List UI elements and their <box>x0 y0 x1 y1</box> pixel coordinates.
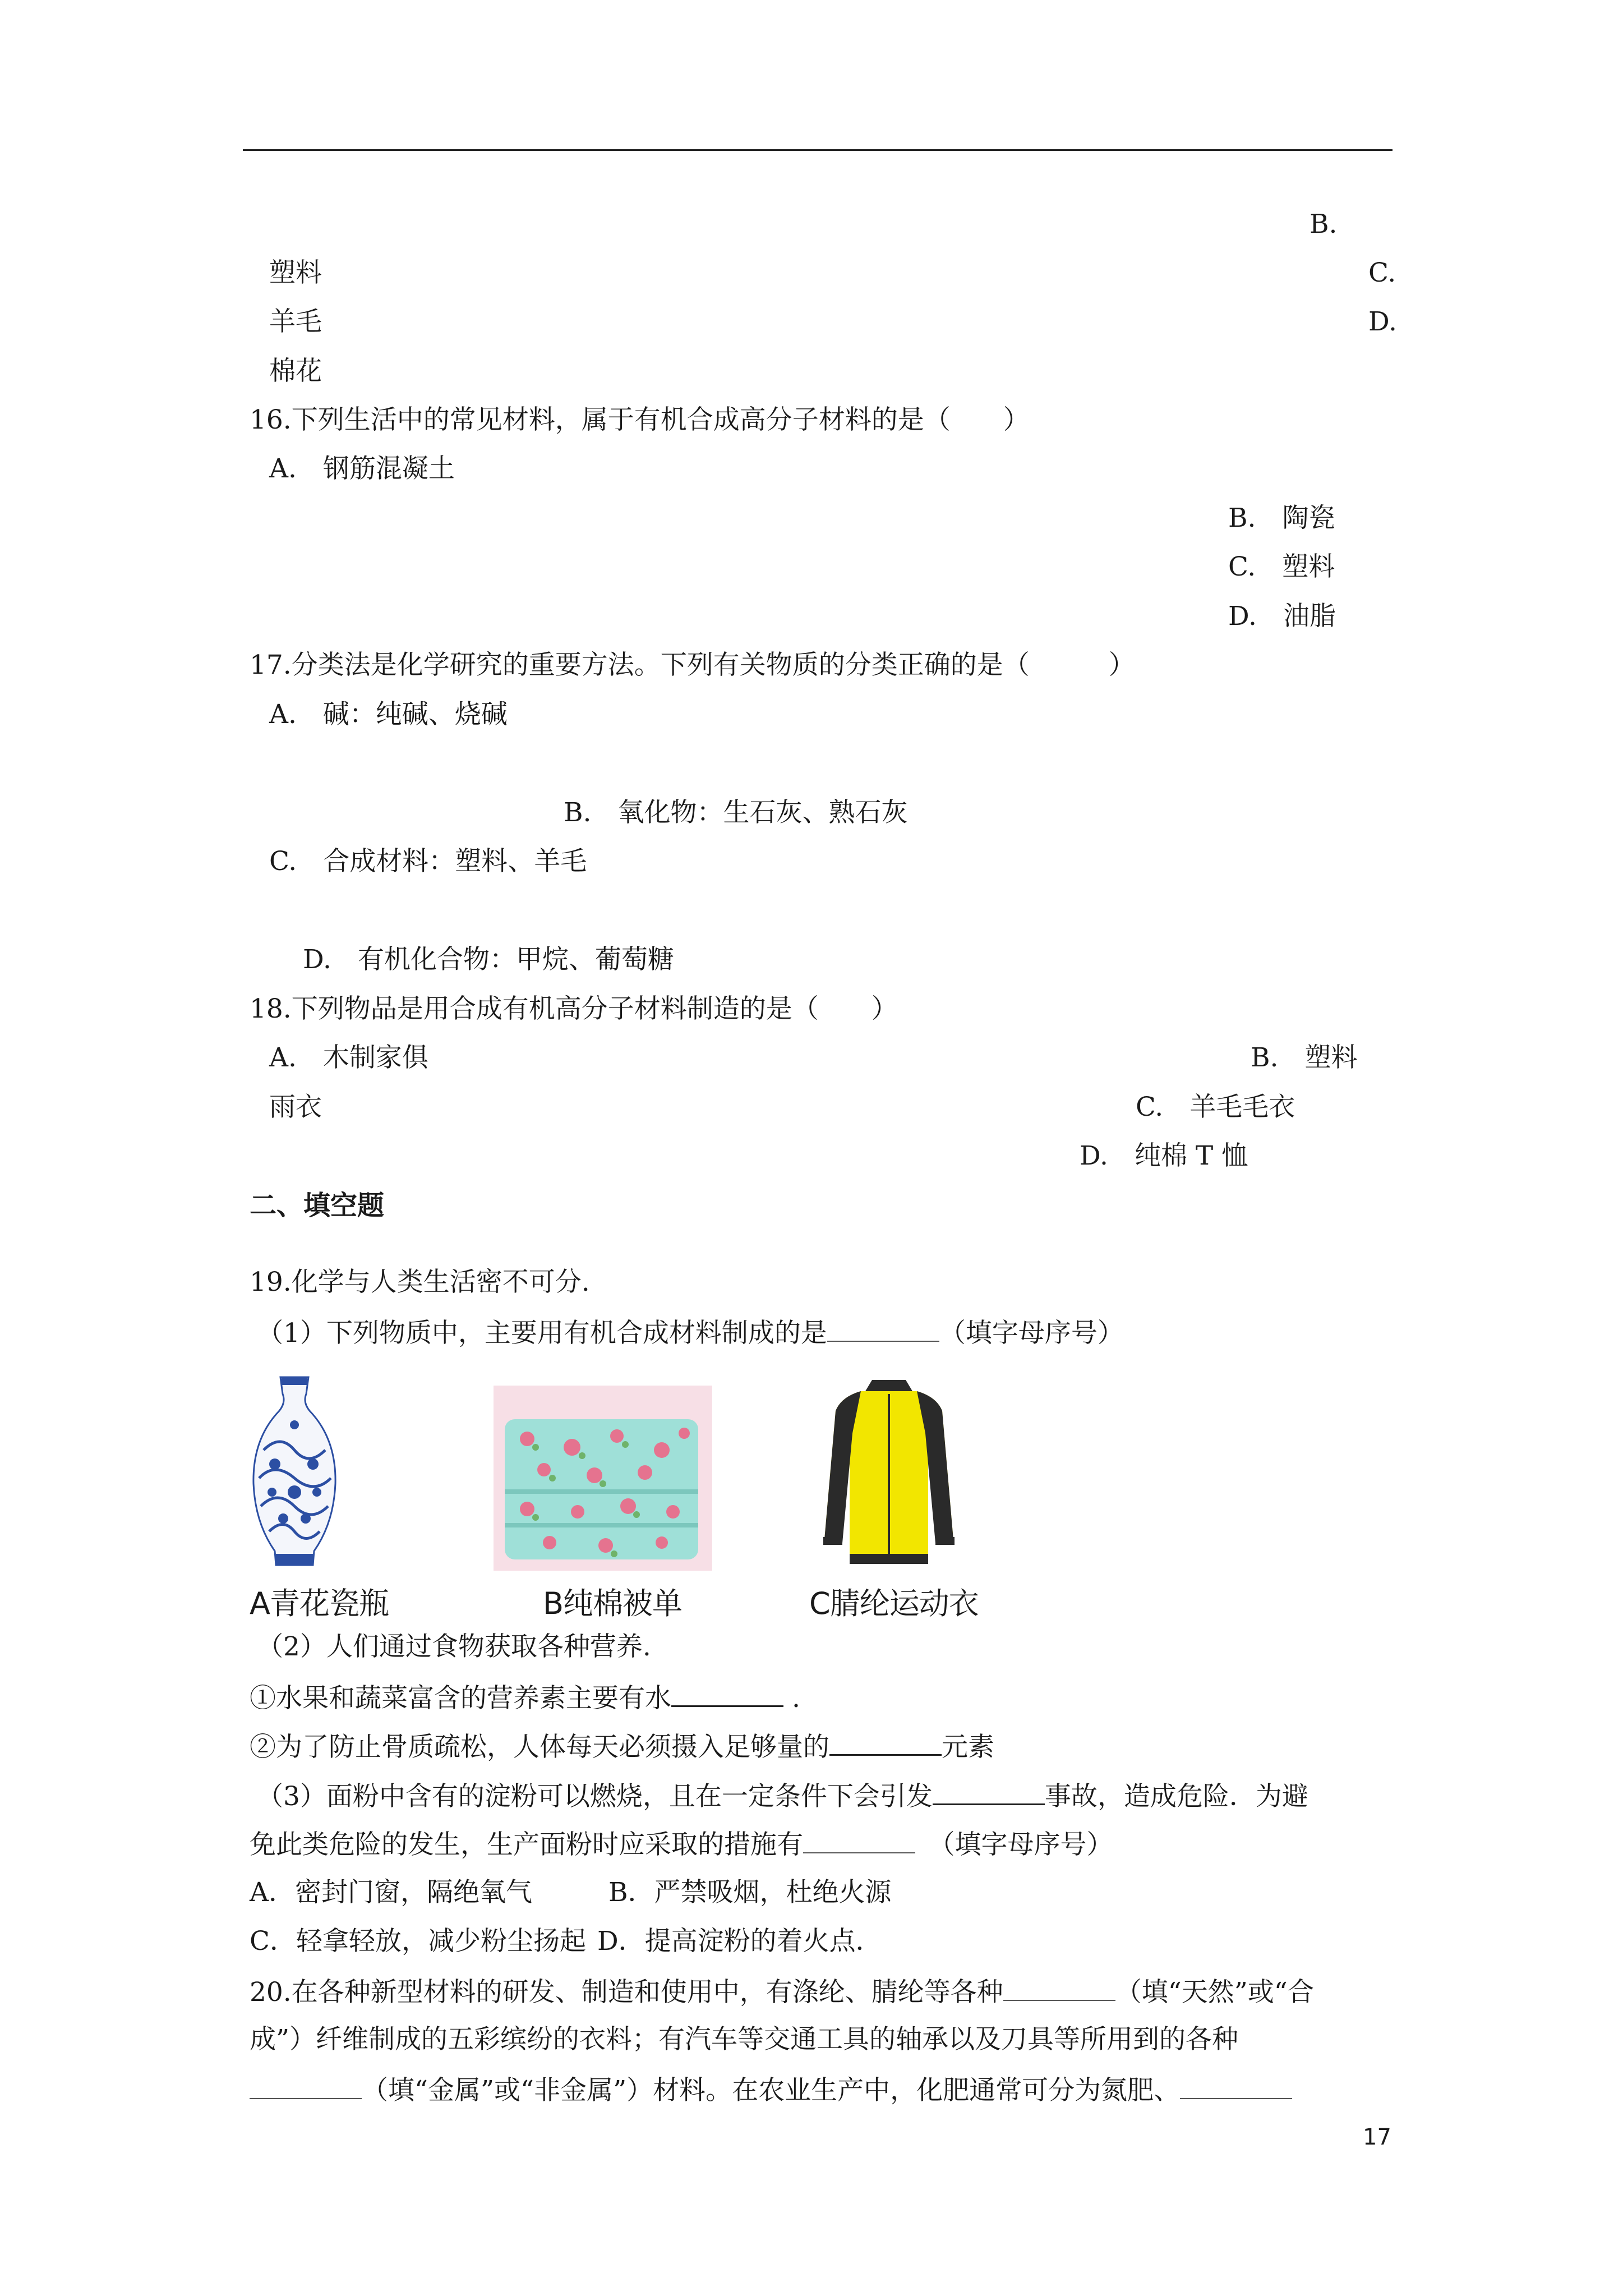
q19-part1 <box>257 1318 1124 1349</box>
q16-option-a: A. 钢筋混凝土 <box>269 453 455 484</box>
q16-stem: 16.下列生活中的常见材料，属于有机合成高分子材料的是（ ） <box>250 404 1030 435</box>
cotton-quilt-image <box>494 1386 712 1571</box>
q19-stem: 19.化学与人类生活密不可分. <box>250 1267 590 1297</box>
q16-option-c: C. 塑料 <box>1228 551 1335 582</box>
section-title: 二、填空题 <box>250 1190 385 1221</box>
q18-option-b-label: B. 塑料 <box>1251 1042 1358 1073</box>
q19-part3-blank-2[interactable] <box>803 1830 915 1853</box>
caption-c: C腈纶运动衣 <box>809 1586 979 1621</box>
q20-blank-2[interactable] <box>250 2076 362 2099</box>
q18-stem: 18.下列物品是用合成有机高分子材料制造的是（ ） <box>250 993 898 1024</box>
q20-line3 <box>250 2076 1292 2104</box>
q19-part2-2-end: 元素 <box>942 1732 994 1763</box>
q20-blank-3[interactable] <box>1180 2076 1292 2099</box>
q17-stem: 17.分类法是化学研究的重要方法。下列有关物质的分类正确的是（ ） <box>250 650 1135 680</box>
q19-option-a: A．密封门窗，隔绝氧气 <box>250 1877 532 1908</box>
page-number: 17 <box>1363 2124 1391 2150</box>
q20-line3-text: （填“金属”或“非金属”）材料。在农业生产中，化肥通常可分为氮肥、 <box>362 2075 1181 2106</box>
caption-b: B纯棉被单 <box>543 1586 683 1621</box>
blue-white-vase-image <box>247 1372 342 1576</box>
q17-option-b: B. 氧化物：生石灰、熟石灰 <box>564 797 908 828</box>
q19-part3-line2 <box>250 1830 1113 1858</box>
q19-part2-1-text: ①水果和蔬菜富含的营养素主要有水 <box>250 1683 671 1714</box>
q19-part3-blank-1[interactable] <box>933 1781 1045 1805</box>
q19-part3-line1 <box>257 1781 1308 1810</box>
q19-part1-blank[interactable] <box>827 1318 939 1342</box>
q15-option-c-label: C. <box>1368 257 1396 288</box>
q19-part2-1-blank[interactable] <box>671 1683 783 1707</box>
q18-option-c: C. 羊毛毛衣 <box>1136 1092 1295 1122</box>
q18-option-d: D. 纯棉 T 恤 <box>1080 1140 1248 1171</box>
caption-a: A青花瓷瓶 <box>250 1586 389 1621</box>
q19-part2-1 <box>250 1683 800 1714</box>
q18-option-b-text: 雨衣 <box>269 1092 322 1122</box>
q15-option-d-label: D. <box>1368 306 1397 337</box>
q19-part3-text: （3）面粉中含有的淀粉可以燃烧，且在一定条件下会引发 <box>257 1781 933 1812</box>
q19-part2-2-blank[interactable] <box>829 1732 942 1756</box>
q15-option-c-text: 羊毛 <box>269 306 322 337</box>
q15-option-b-label: B. <box>1310 209 1338 240</box>
q20-line1-hint: （填“天然”或“合 <box>1115 1977 1314 2008</box>
q20-blank-1[interactable] <box>1003 1977 1115 2001</box>
q19-option-d: D．提高淀粉的着火点． <box>597 1926 882 1957</box>
q20-line2: 成”）纤维制成的五彩缤纷的衣料；有汽车等交通工具的轴承以及刀具等所用到的各种 <box>250 2024 1239 2055</box>
q17-option-c: C. 合成材料：塑料、羊毛 <box>269 846 587 877</box>
q17-option-d: D. 有机化合物：甲烷、葡萄糖 <box>303 944 674 975</box>
q19-part2-1-end: . <box>783 1683 800 1714</box>
q19-part2-2 <box>250 1732 994 1763</box>
q19-part3-hint: （填字母序号） <box>915 1829 1113 1860</box>
q16-option-b: B. 陶瓷 <box>1228 503 1335 533</box>
q19-part3-text-2: 事故，造成危险．为避 <box>1044 1781 1308 1812</box>
q19-part3-text-3: 免此类危险的发生，生产面粉时应采取的措施有 <box>250 1829 803 1860</box>
q15-option-b-text: 塑料 <box>269 257 322 288</box>
q20-line1 <box>250 1977 1314 2008</box>
q16-option-d: D. 油脂 <box>1228 601 1336 632</box>
q20-line1-text: 20.在各种新型材料的研发、制造和使用中，有涤纶、腈纶等各种 <box>250 1977 1003 2008</box>
q19-option-b: B．严禁吸烟，杜绝火源 <box>608 1877 892 1908</box>
q19-part1-hint: （填字母序号） <box>939 1318 1124 1349</box>
q19-part2-2-text: ②为了防止骨质疏松，人体每天必须摄入足够量的 <box>250 1732 829 1763</box>
header-rule <box>243 149 1393 151</box>
q19-part1-text: （1）下列物质中，主要用有机合成材料制成的是 <box>257 1318 827 1349</box>
q19-option-c: C．轻拿轻放，减少粉尘扬起 <box>250 1926 586 1957</box>
acrylic-sports-jacket-image <box>808 1372 970 1576</box>
q17-option-a: A. 碱：纯碱、烧碱 <box>269 699 508 730</box>
q18-option-a: A. 木制家俱 <box>269 1042 428 1073</box>
q15-option-d-text: 棉花 <box>269 356 322 386</box>
q19-part2: （2）人们通过食物获取各种营养. <box>257 1631 651 1662</box>
